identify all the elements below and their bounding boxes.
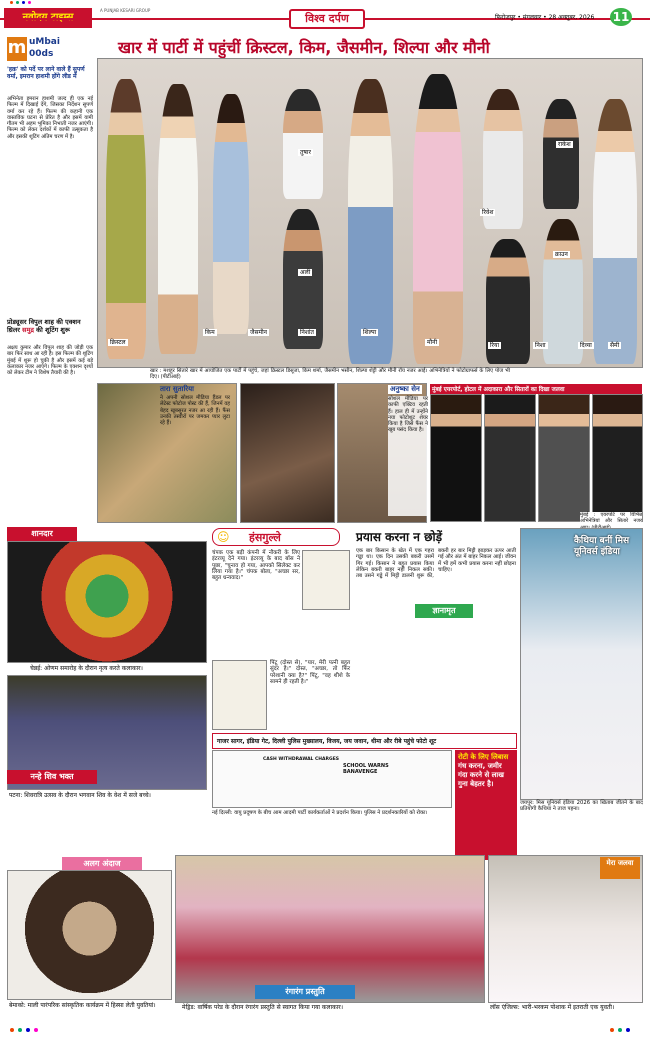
- news-ticker-text: गाजर सागर, इंडिया गेट, दिल्ली पुलिस मुख्यालय, विजय, जय जवान, धीमा और रीबे पहुंचे फोटो शूट: [217, 738, 437, 745]
- name-label: मौनी: [427, 339, 438, 346]
- name-label: रिया: [490, 342, 500, 349]
- story-strap: 'हक़' को पर्दे पर लाने वाले हैं सुपर्ण वर्मा, इमरान हाशमी होंगे लीड में: [7, 66, 85, 80]
- airport-photo-2: [484, 394, 536, 522]
- figure-kim: [158, 84, 198, 354]
- name-label: किम: [205, 329, 215, 336]
- collage-caption: खार : मशहूर सितारे खार में आयोजित एक पार्टी में पहुंचे, जहां क्रिस्टल डिसूजा, किम शर्मा, जैसमीन भसीन, शिल्पा शेट्टी और मौनी रॉय नजर आईं। अभिनेत्रियों ने फोटोग्राफर्स के लिए पोज भी दिए। (पीटीआई): [150, 368, 510, 381]
- section-title-box: [289, 9, 365, 29]
- name-label: शिल्पा: [363, 329, 377, 336]
- joke-cartoon-2: [212, 660, 267, 730]
- shandar-caption: चेन्नई: ओणम समारोह के दौरान नृत्य करते कलाकार।: [30, 665, 143, 672]
- name-label: राकेश: [558, 141, 571, 148]
- mera-jalwa-label: मेरा जलवा: [600, 857, 640, 879]
- joke-2: पिंटू (दोस्त से), "यार, मेरी पत्नी बहुत सुंदर है।" दोस्त, "अच्छा, तो फिर परेशानी क्या है?" पिंटू, "वह शीशे के सामने ही रहती है।": [270, 660, 350, 685]
- logo-m: m: [7, 37, 27, 61]
- name-label: सैमी: [610, 342, 620, 349]
- roti-ad: [455, 750, 517, 860]
- miss-universe-photo: [520, 528, 643, 800]
- smiley-icon: ☺: [217, 530, 230, 544]
- section-title: विश्व दर्पण: [305, 12, 349, 25]
- sub-headline: प्रोड्यूसर विपुल शाह की एक्शन थ्रिलर समुद्र की शूटिंग शुरू: [7, 318, 81, 334]
- name-label: निशांत: [300, 329, 314, 336]
- mumbai-logo: [7, 37, 67, 61]
- name-label: तुषार: [300, 149, 311, 156]
- alag-andaz-photo: [7, 870, 172, 1000]
- logo-bottom: 00ds: [29, 49, 54, 59]
- name-label: जैसमीन: [250, 329, 267, 336]
- prayas-title: प्रयास करना न छोड़ें: [356, 530, 443, 544]
- story-body: अभिनेता इमरान हाशमी जल्द ही एक नई फिल्म में दिखाई देंगे, जिसका निर्देशन सुपर्ण वर्मा कर रहे हैं। फिल्म की कहानी एक वास्तविक घटना से प्रेरित है और इसमें यामी गौतम भी अहम भूमिका निभाती नजर आएंगी। फिल्म को लेकर दर्शकों में काफी उत्सुकता है और इसकी शूटिंग अंतिम चरण में है।: [7, 96, 93, 140]
- figure-tushar: [283, 89, 323, 199]
- rangarang-caption: मेड्रिड: वार्षिक परेड के दौरान रंगारंग प्रस्तुति से स्वागत किया गया कलाकार।: [182, 1004, 344, 1011]
- figure-shilpa: [348, 79, 393, 364]
- airport-photo-1: [430, 394, 482, 522]
- name-label: दिव्या: [580, 342, 592, 349]
- figure-divya: [543, 219, 583, 364]
- miss-universe-caption: जयपुर: मिस यूनिवर्स इंडिया 2026 का खिताब जीतने के बाद प्रतियोगी कैथिया ने ताज पहना।: [520, 800, 643, 813]
- anushka-title: अनुष्का सेन: [390, 385, 420, 393]
- sub-body: अक्षय कुमार और विपुल शाह की जोड़ी एक बार फिर साथ आ रही है। इस फिल्म की शूटिंग मुंबई में शुरू हो चुकी है और इसमें कई बड़े कलाकार नजर आएंगे। फिल्म के एक्शन दृश्यों को लेकर टीम ने विशेष तैयारी की है।: [7, 345, 93, 377]
- tara-body: ने अपनी सोशल मीडिया हैंडल पर लेटेस्ट फोटोज पोस्ट की हैं, जिनमें वह बेहद खूबसूरत नजर आ रही हैं। फैंस उनकी तस्वीरों पर जमकर प्यार लुटा रहे हैं।: [160, 395, 230, 427]
- airport-photo-3: [538, 394, 590, 522]
- tara-photo-right: [240, 383, 335, 523]
- hasgulle-header: [212, 528, 340, 546]
- cartoon-sign-1: CASH WITHDRAWAL CHARGES: [263, 757, 340, 762]
- name-label: निशा: [535, 342, 546, 349]
- nanhe-shiv-caption: पटना: शिवरात्रि उत्सव के दौरान भगवान शिव के वेश में सजे बच्चे।: [9, 792, 151, 799]
- alag-andaz-label: अलग अंदाज: [62, 857, 142, 871]
- airport-photo-4: [592, 394, 643, 522]
- top-color-dots: [0, 0, 650, 5]
- figure-rakesh: [543, 99, 579, 209]
- dateline: फिरोजपुर • मंगलवार • 28 अक्तूबर, 2026: [495, 14, 595, 21]
- figure-sammy: [593, 99, 637, 364]
- miss-universe-title: कैथिया बनीं मिस यूनिवर्स इंडिया: [574, 536, 630, 557]
- mera-jalwa-caption: लॉस एंजिल्स: भारी-भरकम पोशाक में इतराती एक युवती।: [490, 1004, 615, 1011]
- cartoon-sign-2: SCHOOL WARNS BANAVENGE: [343, 763, 389, 775]
- name-label: क्रिस्टल: [110, 339, 126, 346]
- logo-top: uMbai: [29, 37, 60, 47]
- roti-line-4: गुना बेहतर है।: [458, 780, 494, 788]
- joke-1: चंपक एक बड़ी कंपनी में नौकरी के लिए इंटरव्यू देने गया। इंटरव्यू के बाद बॉस ने पूछा, "चुनाव हो गया, आपको सिलेक्ट कर लिया गया है।" चंपक बोला, "अच्छा सर, बहुत धन्यवाद।": [212, 550, 300, 582]
- photo-strip-caption: नई दिल्ली: वायु प्रदूषण के बीच आम आदमी पार्टी कार्यकर्ताओं ने प्रदर्शन किया। पुलिस ने प्रदर्शनकारियों को रोका।: [212, 810, 428, 816]
- airport-caption: मुंबई : एयरपोर्ट पर विभिन्न अभिनेत्रियां और सितारे नजर: [580, 512, 642, 525]
- tagline: A PUNJAB KESARI GROUP: [100, 8, 151, 13]
- main-headline: खार में पार्टी में पहुंचीं क्रिस्टल, किम, जैसमीन, शिल्पा और मौनी: [118, 38, 490, 57]
- figure-riya: [483, 89, 523, 229]
- prayas-body: एक बार किसान के खेत में एक गहरा गड्ढा था। एक दिन उसकी बकरी उसमें गिर गई। किसान ने बहुत प्रयास किया लेकिन बकरी बाहर नहीं निकल सकी। तब उसने गड्ढे में मिट्टी डालनी शुरू की, बकरी हर बार मिट्टी झाड़कर ऊपर आती गई और अंत में बाहर निकल आई। जीवन में भी हमें कभी प्रयास करना नहीं छोड़ना चाहिए।: [356, 548, 516, 580]
- name-label: रिवेश: [482, 209, 494, 216]
- main-photo-collage: [97, 58, 643, 368]
- roti-line-2: गंध करना, जमीर: [458, 762, 502, 770]
- bottom-color-dots: [0, 1025, 650, 1035]
- rangarang-photo: [175, 855, 485, 1003]
- prayas-subtitle: ज्ञानामृत: [415, 604, 473, 618]
- joke-cartoon-1: [302, 550, 350, 610]
- shandar-label: शानदार: [7, 527, 77, 541]
- figure-jasmin: [213, 94, 249, 334]
- figure-ali: [283, 209, 323, 349]
- photo-row-title: मुंबई एयरपोर्ट, होटल में अदाकारा और सितारों का दिखा जलवा: [430, 384, 642, 394]
- roti-line-1: रोटी के लिए लिबास: [458, 753, 509, 761]
- alag-andaz-caption: बेमाको: माली पारंपरिक सांस्कृतिक कार्यक्रम में हिस्सा लेती युवतियां।: [9, 1002, 156, 1009]
- nanhe-shiv-label: नन्हे शिव भक्त: [7, 770, 97, 784]
- news-ticker: [212, 733, 517, 749]
- shandar-photo: [7, 541, 207, 663]
- figure-mouni: [413, 74, 463, 364]
- rangarang-label: रंगारंग प्रस्तुति: [255, 985, 355, 999]
- page-number: 11: [610, 8, 632, 26]
- hasgulle-title: हंसगुल्ले: [249, 531, 281, 544]
- figure-krystle: [106, 79, 146, 359]
- anushka-body: सोशल मीडिया पर काफी एक्टिव रहती हैं। हाल ही में उन्होंने नया फोटोशूट शेयर किया है जिसे फैंस ने खूब पसंद किया है।: [388, 396, 428, 516]
- tara-title: तारा सुतारिया: [160, 385, 194, 393]
- roti-line-3: गंदा करने से लाख: [458, 771, 504, 779]
- cartoon-panel: [212, 750, 452, 808]
- name-label: क्राउन: [555, 251, 568, 258]
- name-label: अली: [300, 269, 311, 276]
